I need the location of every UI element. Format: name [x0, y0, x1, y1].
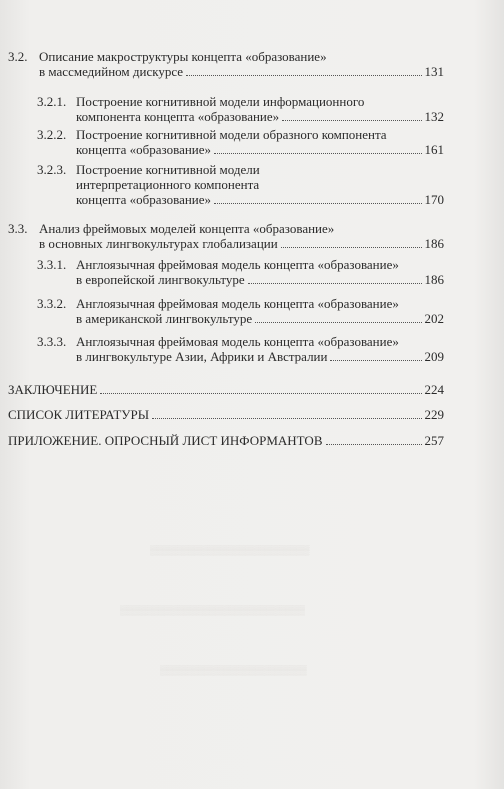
toc-title-line: Англоязычная фреймовая модель концепта «образование»	[76, 257, 399, 272]
toc-title-line: СПИСОК ЛИТЕРАТУРЫ	[8, 407, 150, 422]
bleed-through-text: ▒▒▒▒▒▒▒▒▒▒▒▒▒▒▒▒▒▒▒▒▒▒▒▒▒	[150, 545, 310, 555]
toc-title-line: в лингвокультуре Азии, Африки и Австралии	[76, 349, 328, 364]
toc-number: 3.3.1.	[37, 257, 67, 272]
bleed-through-text: ▒▒▒▒▒▒▒▒▒▒▒▒▒▒▒▒▒▒▒▒▒▒▒	[160, 665, 307, 675]
toc-title-line: в европейской лингвокультуре	[76, 272, 245, 287]
toc-title-line: в массмедийном дискурсе	[39, 64, 184, 79]
toc-title-line: Англоязычная фреймовая модель концепта «образование»	[76, 296, 399, 311]
toc-title-line: концепта «образование»	[76, 192, 212, 207]
toc-page-number: 161	[424, 142, 444, 157]
toc-entry-references	[8, 407, 444, 422]
toc-title-line: ПРИЛОЖЕНИЕ. ОПРОСНЫЙ ЛИСТ ИНФОРМАНТОВ	[8, 433, 323, 448]
toc-page-number: 186	[424, 236, 444, 251]
toc-entry-appendix	[8, 433, 444, 448]
dot-leader	[248, 283, 422, 284]
toc-title-line: Построение когнитивной модели	[76, 162, 260, 177]
toc-entry-3-3	[8, 221, 444, 251]
toc-entry-conclusion	[8, 382, 444, 397]
toc-number: 3.2.	[8, 49, 28, 64]
toc-title-line: ЗАКЛЮЧЕНИЕ	[8, 382, 98, 397]
toc-entry-3-2-3	[37, 162, 444, 207]
toc-page-number: 170	[424, 192, 444, 207]
toc-entry-3-2-2	[37, 127, 444, 157]
bleed-through-text: ▒▒▒▒▒▒▒▒▒▒▒▒▒▒▒▒▒▒▒▒▒▒▒▒▒▒▒▒▒	[120, 605, 305, 615]
toc-number: 3.3.	[8, 221, 28, 236]
toc-title-line: в американской лингвокультуре	[76, 311, 253, 326]
toc-entry-3-2	[8, 49, 444, 79]
toc-number: 3.3.2.	[37, 296, 67, 311]
toc-page-number: 202	[424, 311, 444, 326]
toc-title-line: концепта «образование»	[76, 142, 212, 157]
toc-entry-3-3-1	[37, 257, 444, 287]
dot-leader	[255, 322, 421, 323]
toc-number: 3.3.3.	[37, 334, 67, 349]
toc-entry-3-3-3	[37, 334, 444, 364]
toc-title-line: Построение когнитивной модели образного компонента	[76, 127, 387, 142]
dot-leader	[282, 120, 421, 121]
toc-title-line: Англоязычная фреймовая модель концепта «образование»	[76, 334, 399, 349]
toc-page-number: 257	[424, 433, 444, 448]
toc-page-number: 131	[424, 64, 444, 79]
toc-entry-3-3-2	[37, 296, 444, 326]
toc-title-line: Построение когнитивной модели информационного	[76, 94, 365, 109]
dot-leader	[281, 247, 422, 248]
dot-leader	[214, 203, 421, 204]
toc-title-line: интерпретационного компонента	[76, 177, 260, 192]
dot-leader	[330, 360, 421, 361]
toc-number: 3.2.1.	[37, 94, 67, 109]
toc-number: 3.2.3.	[37, 162, 67, 177]
toc-page-number: 132	[424, 109, 444, 124]
toc-page-number: 209	[424, 349, 444, 364]
toc-page-number: 229	[424, 407, 444, 422]
dot-leader	[214, 153, 421, 154]
toc-title-line: Описание макроструктуры концепта «образование»	[39, 49, 327, 64]
dot-leader	[186, 75, 421, 76]
dot-leader	[152, 418, 421, 419]
dot-leader	[100, 393, 421, 394]
dot-leader	[326, 444, 422, 445]
toc-title-line: компонента концепта «образование»	[76, 109, 280, 124]
toc-entry-3-2-1	[37, 94, 444, 124]
toc-title-line: в основных лингвокультурах глобализации	[39, 236, 278, 251]
toc-number: 3.2.2.	[37, 127, 67, 142]
toc-page-number: 224	[424, 382, 444, 397]
toc-title-line: Анализ фреймовых моделей концепта «образование»	[39, 221, 335, 236]
toc-page-number: 186	[424, 272, 444, 287]
